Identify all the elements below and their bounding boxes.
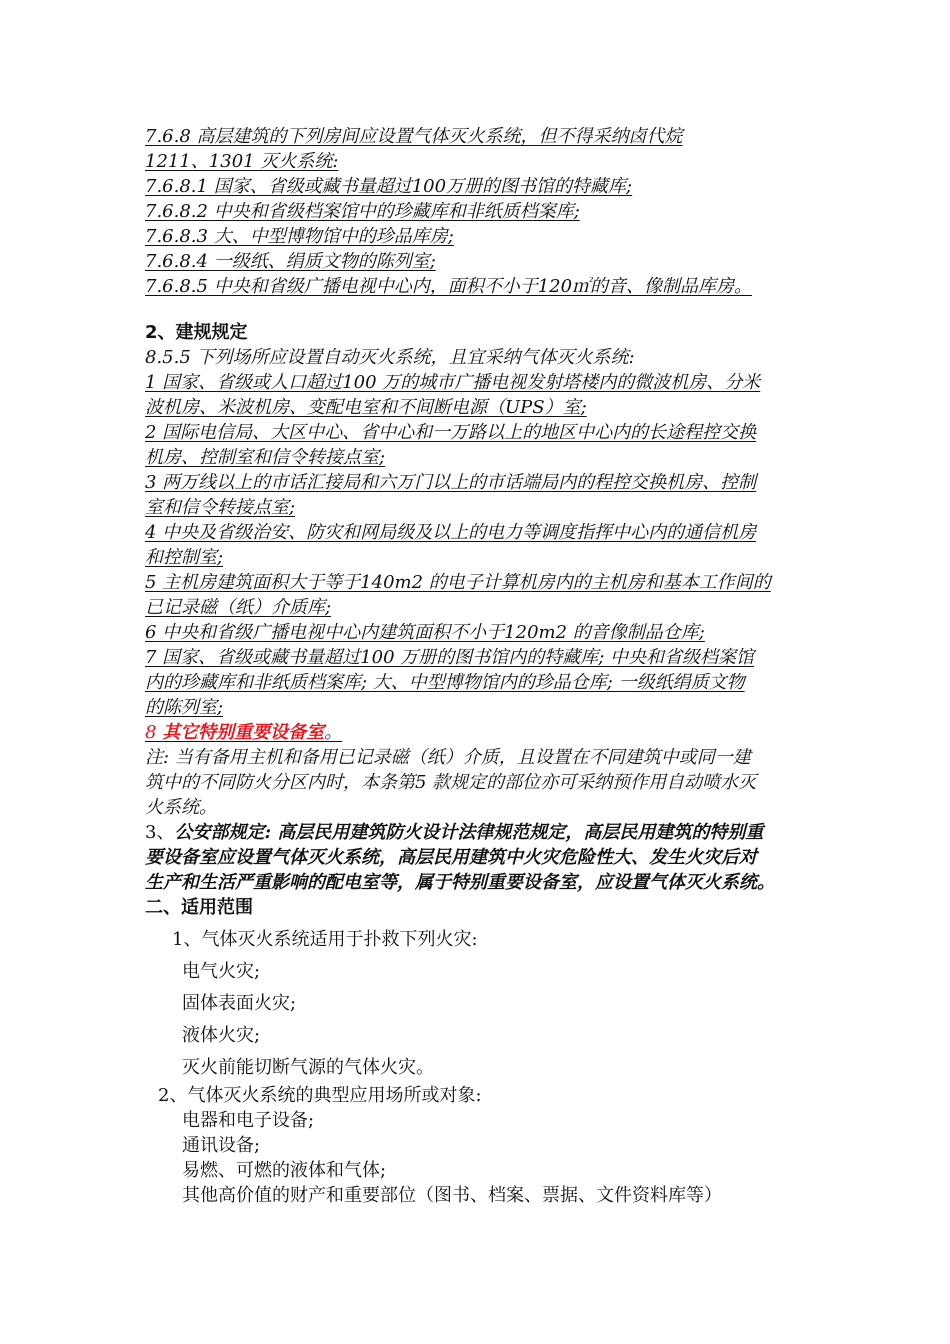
clause-7682: 7.6.8.2 中央和省级档案馆中的珍藏库和非纸质档案库; bbox=[145, 201, 580, 222]
item-8-period: 。 bbox=[324, 722, 343, 743]
section-3-number: 3、 bbox=[145, 822, 175, 843]
clause-855-item: 4 中央及省级治安、防灾和网局级及以上的电力等调度指挥中心内的通信机房 bbox=[145, 522, 757, 543]
scope-p2-item: 其他高价值的财产和重要部位（图书、档案、票据、文件资料库等） bbox=[182, 1185, 722, 1206]
section-2-heading: 2、建规规定 bbox=[145, 322, 248, 343]
scope-heading: 二、适用范围 bbox=[145, 897, 253, 918]
note-line: 火系统。 bbox=[145, 797, 217, 818]
scope-p2-item: 通讯设备; bbox=[182, 1135, 261, 1156]
clause-855-item: 机房、控制室和信令转接点室; bbox=[145, 447, 386, 468]
clause-855-item: 已记录磁（纸）介质库; bbox=[145, 597, 332, 618]
clause-7681: 7.6.8.1 国家、省级或藏书量超过100万册的图书馆的特藏库; bbox=[145, 176, 633, 197]
clause-855-item: 7 国家、省级或藏书量超过100 万册的图书馆内的特藏库; 中央和省级档案馆 bbox=[145, 647, 755, 668]
clause-7684: 7.6.8.4 一级纸、绢质文物的陈列室; bbox=[145, 251, 436, 272]
section-3-text: 公安部规定: 高层民用建筑防火设计法律规范规定，高层民用建筑的特别重 bbox=[174, 822, 764, 843]
clause-855-item: 1 国家、省级或人口超过100 万的城市广播电视发射塔楼内的微波机房、分米 bbox=[145, 372, 761, 393]
scope-p2-item: 电器和电子设备; bbox=[182, 1110, 315, 1131]
clause-7683: 7.6.8.3 大、中型博物馆中的珍品库房; bbox=[145, 226, 454, 247]
section-3-line: 要设备室应设置气体灭火系统，高层民用建筑中火灾危险性大、发生火灾后对 bbox=[145, 847, 757, 868]
clause-855-item: 的陈列室; bbox=[145, 697, 224, 718]
clause-855-item: 6 中央和省级广播电视中心内建筑面积不小于120m2 的音像制品仓库; bbox=[145, 622, 705, 643]
scope-p1-item: 灭火前能切断气源的气体火灾。 bbox=[182, 1057, 434, 1078]
section-3-line bbox=[145, 822, 763, 844]
clause-855-item: 波机房、米波机房、变配电室和不间断电源（UPS）室; bbox=[145, 397, 587, 418]
clause-855-intro: 8.5.5 下列场所应设置自动灭火系统，且宜采纳气体灭火系统: bbox=[145, 347, 635, 368]
clause-7685: 7.6.8.5 中央和省级广播电视中心内，面积不小于120㎡的音、像制品库房。 bbox=[145, 276, 753, 297]
scope-p1-item: 电气火灾; bbox=[182, 961, 261, 982]
clause-855-item: 5 主机房建筑面积大于等于140m2 的电子计算机房内的主机房和基本工作间的 bbox=[145, 572, 771, 593]
item-8-number: 8 bbox=[145, 722, 163, 743]
note-line: 筑中的不同防火分区内时，本条第5 款规定的部位亦可采纳预作用自动喷水灭 bbox=[145, 772, 757, 793]
note-line: 注: 当有备用主机和备用已记录磁（纸）介质，且设置在不同建筑中或同一建 bbox=[145, 747, 751, 768]
item-8-text: 其它特别重要设备室 bbox=[162, 722, 325, 743]
clause-768-title: 7.6.8 高层建筑的下列房间应设置气体灭火系统，但不得采纳卤代烷 bbox=[145, 126, 683, 147]
scope-p1-title: 1、气体灭火系统适用于扑救下列火灾: bbox=[172, 929, 478, 950]
scope-p1-item: 固体表面火灾; bbox=[182, 993, 297, 1014]
clause-855-item: 内的珍藏库和非纸质档案库; 大、中型博物馆内的珍品仓库; 一级纸绢质文物 bbox=[145, 672, 745, 693]
clause-855-item-8 bbox=[145, 722, 342, 744]
section-3-line: 生产和生活严重影响的配电室等，属于特别重要设备室，应设置气体灭火系统。 bbox=[145, 872, 775, 893]
scope-p2-item: 易燃、可燃的液体和气体; bbox=[182, 1160, 387, 1181]
clause-855-item: 室和信令转接点室; bbox=[145, 497, 296, 518]
clause-855-item: 3 两万线以上的市话汇接局和六万门以上的市话端局内的程控交换机房、控制 bbox=[145, 472, 757, 493]
scope-p1-item: 液体火灾; bbox=[182, 1025, 261, 1046]
clause-855-item: 和控制室; bbox=[145, 547, 224, 568]
scope-p2-title: 2、气体灭火系统的典型应用场所或对象: bbox=[158, 1085, 482, 1106]
clause-768-title-cont: 1211、1301 灭火系统: bbox=[145, 151, 339, 172]
clause-855-item: 2 国际电信局、大区中心、省中心和一万路以上的地区中心内的长途程控交换 bbox=[145, 422, 757, 443]
